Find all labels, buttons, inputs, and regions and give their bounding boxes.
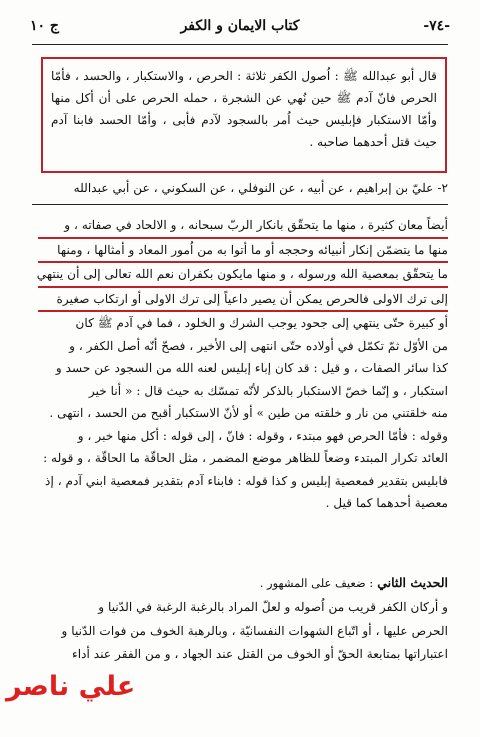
commentary-line: منها ما يتضمّن إنكار أنبيائه وحججه أو ما أتوا به من اُمور المعاد و أمثالها ، ومنها: [57, 242, 448, 257]
commentary-line: ما يتحقّق بمعصية الله ورسوله ، و منها مايكون بكفران نعم الله تعالى إلى أن ينتهي: [36, 267, 448, 281]
commentary-line: منه خلقتني من نار و خلقته من طين » أو لأنّ الاستكبار أقبح من الحسد ، انتهى .: [49, 406, 448, 420]
commentary-line: أو كبيرة حتّى ينتهي إلى جحود يوجب الشرك و الخلود ، فما في آدم ﷺ كان: [75, 316, 448, 330]
page-number: -٧٤-: [423, 18, 450, 34]
commentary-line: أيضاً معان كثيرة ، منها ما يتحقّق بانكار الربّ سبحانه ، و الالحاد في صفاته ، و: [64, 218, 448, 232]
closing-line: الحرص عليها ، أو اتّباع الشهوات النفسانيّة ، وبالرهبة الخوف من فوات الدّنيا و: [61, 623, 448, 638]
commentary-line: فابليس بتقدير فمعصية إبليس و كذا قوله : فابناء آدم بتقدير فمعصية ابني آدم ، إذ: [45, 473, 448, 488]
header-rule: [32, 44, 448, 45]
commentary-line: معصية أحدهما كما قيل .: [325, 496, 448, 510]
signature-watermark: علي ناصر: [6, 671, 136, 702]
hadith-two-grade: : ضعيف على المشهور .: [259, 576, 374, 590]
hadith-two-heading: [32, 572, 448, 594]
commentary-line: إلى ترك الاولى فالحرص يمكن أن يصير داعياً إلى ترك الاولى أو ارتكاب صغيرة: [56, 291, 448, 306]
commentary-line: كذا سائر الصفات ، و قيل : قد كان إباء إبليس لعنه الله من السجود عن حسد و: [55, 361, 448, 375]
commentary-line: العائد تكرار المبتدء وضعاً للظاهر موضع المضمر ، مثل الحاقّة ما الحاقّة ، و قوله :: [43, 451, 448, 465]
page-header: [30, 18, 450, 42]
volume-number: ج ١٠: [30, 18, 59, 34]
highlighted-hadith-box: [41, 57, 447, 173]
hadith-text: قال أبو عبدالله ﷺ : اُصول الكفر ثلاثة : الحرص ، والاستكبار ، والحسد ، فأمّا الحرص فانّ آدم ﷺ حين نُهي عن الشجرة ، حمله الحرص على أن أكل منها وأمّا الاستكبار فإبليس حيث اُمر بالسجود لآدم فأبى ، وأمّا الحسد فابنا آدم حيث قتل أحدهما صاحبه .: [51, 69, 437, 149]
closing-line: اعتباراتها بمتابعة الحقّ أو الخوف من القتل عند الجهاد ، و من الفقر عند أداء: [72, 647, 448, 661]
commentary-line: من الأوّل ثمّ تكمّل في أولاده حتّى انتهى إلى الأخير ، فصحّ أنّه أصل الكفر ، و: [69, 338, 448, 353]
commentary-line: وقوله : فأمّا الحرص فهو مبتدء ، وقوله : فانّ ، إلى قوله : أكل منها خبر ، و: [77, 428, 448, 443]
commentary-line: استكبار ، و إنّما خصّ الاستكبار بالذكر لأنّه تمسّك به حيث قال : « أنا خير: [88, 383, 448, 398]
narrator-chain: ٢- عليّ بن إبراهيم ، عن أبيه ، عن النوفلي ، عن السكوني ، عن أبي عبدالله: [73, 181, 448, 195]
hadith-two-label: الحديث الثاني: [377, 575, 448, 590]
closing-line: و أركان الكفر قريب من اُصوله و لعلّ المراد بالرغبة الرغبة في الدّنيا و: [98, 600, 448, 614]
section-rule: [32, 204, 448, 205]
commentary-block: [32, 214, 448, 566]
book-title: كتاب الايمان و الكفر: [180, 18, 300, 34]
